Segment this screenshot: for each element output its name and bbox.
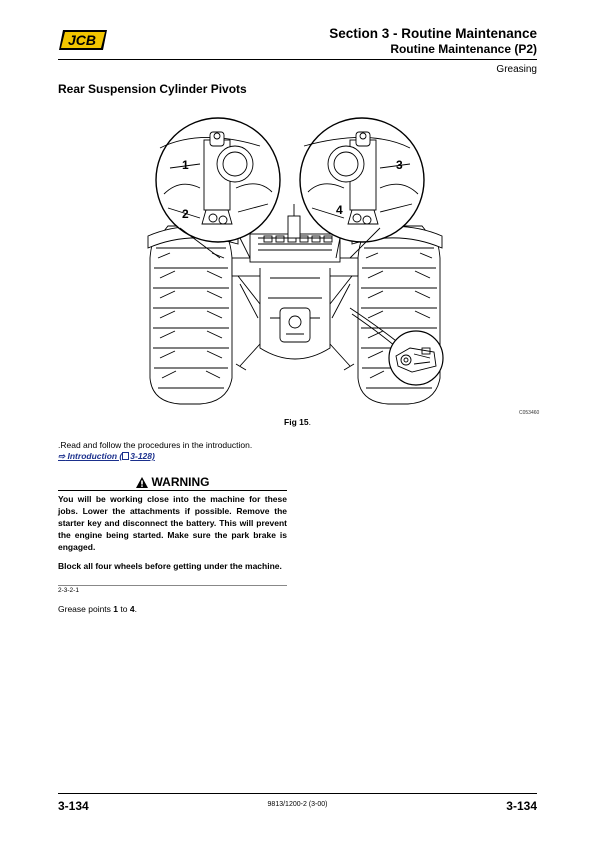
intro-text: .Read and follow the procedures in the introduction. <box>58 440 253 450</box>
link-page: 3-128) <box>130 451 155 461</box>
page-number-right: 3-134 <box>506 799 537 813</box>
grease-points-text <box>58 604 137 614</box>
warning-title: WARNING <box>151 475 210 489</box>
footer-rule <box>58 793 537 794</box>
grease-last-point: 4 <box>129 604 135 614</box>
callout-1: 1 <box>182 158 189 172</box>
grease-middle: to <box>118 604 130 614</box>
jcb-logo <box>58 28 108 52</box>
document-reference: 9813/1200-2 (3-00) <box>267 801 328 808</box>
grease-first-point: 1 <box>113 604 119 614</box>
warning-heading <box>58 475 287 489</box>
section-title: Section 3 - Routine Maintenance <box>329 26 537 41</box>
figure-caption-label: Fig 15 <box>284 417 309 427</box>
figure-image-code: C053460 <box>519 410 540 416</box>
header-rule <box>58 59 537 60</box>
warning-top-rule <box>58 490 287 491</box>
callout-3: 3 <box>396 158 403 172</box>
section-subtitle: Routine Maintenance (P2) <box>390 42 537 56</box>
tractor-rear-illustration <box>140 108 450 410</box>
inset-circle-detail <box>389 331 443 385</box>
figure-caption <box>0 417 595 427</box>
link-arrow-icon: ⇨ <box>58 451 66 461</box>
warning-bottom-rule <box>58 585 287 586</box>
logo-text: JCB <box>67 32 97 48</box>
grease-prefix: Grease points <box>58 604 114 614</box>
warning-paragraph-2: Block all four wheels before getting under the machine. <box>58 561 282 571</box>
link-label: Introduction ( <box>67 451 123 461</box>
page-heading: Rear Suspension Cylinder Pivots <box>58 82 247 96</box>
grease-suffix: . <box>134 604 137 614</box>
callout-4: 4 <box>336 203 343 217</box>
page-reference-icon <box>122 452 129 460</box>
left-rear-tyre <box>150 226 232 404</box>
page-number-left: 3-134 <box>58 799 89 813</box>
topic-label: Greasing <box>496 64 537 75</box>
introduction-link[interactable] <box>58 451 155 462</box>
warning-paragraph-1: You will be working close into the machine for these jobs. Lower the attachments if possible. Remove the starter key and disconnect the battery. This will prevent the engine being started. Make sure the park brake is engaged. <box>58 494 287 552</box>
warning-code: 2-3-2-1 <box>58 587 79 594</box>
callout-2: 2 <box>182 207 189 221</box>
warning-triangle-icon <box>136 477 148 488</box>
figure-caption-end: . <box>308 417 311 427</box>
